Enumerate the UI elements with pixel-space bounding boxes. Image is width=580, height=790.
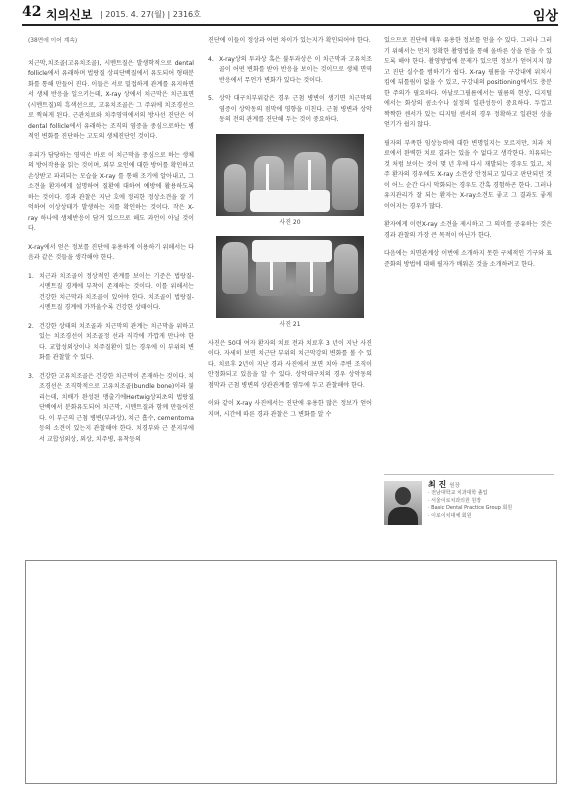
paragraph: 진단에 이들이 정상과 어떤 차이가 있는지가 확인되어야 한다. [208, 37, 371, 44]
author-title: 원장 [449, 483, 460, 489]
credential-line: · 전남대학교 치과대학 졸업 [428, 490, 488, 496]
blank-ad-box [25, 560, 557, 784]
paragraph: 다음에는 치면관계상 이번에 소개하지 못한 구체적인 기구와 표준화의 방법에 대해 필자가 배워온 것을 소개하려고 한다. [384, 250, 552, 268]
column-1 [28, 36, 194, 445]
credential-line: · 서울이로치과의원 원장 [428, 497, 482, 504]
figure-20 [216, 134, 364, 229]
column-2 [208, 36, 372, 420]
list-number: 1. [28, 272, 34, 280]
page-number: 42 [22, 4, 42, 20]
author-photo [384, 481, 422, 525]
list-item [28, 372, 194, 446]
author-name-text: 최 진 [428, 480, 447, 489]
issue-meta: | 2015. 4. 27(월) | 2316호 [100, 10, 201, 19]
credential-line: · 이로이치대체 회원 [428, 512, 472, 519]
list-item [208, 94, 372, 126]
list-text: X-ray상의 투과상 혹은 불투과상은 이 치근막과 고유치조골이 어떤 변화를 받아 반응을 보이는 것이므로 생체 면역반응에서 무언가 변화가 있다는 것이다. [219, 55, 372, 84]
author-name [428, 479, 460, 490]
masthead: 치의신보 [46, 8, 93, 22]
list-number: 3. [28, 372, 34, 380]
author-profile [384, 474, 554, 527]
xray-image-20 [216, 134, 364, 216]
list-text: 상악 대구치부위같은 경우 근첨 병변이 생기면 치근막의 염증이 상악동의 점막에 영향을 미친다. 근첨 병변과 상악동의 전의 관계를 진단해 두는 것이 중요하다. [219, 95, 372, 123]
column-3 [384, 36, 552, 270]
list-item [208, 55, 372, 87]
list-item [28, 272, 194, 314]
figure-caption: 사진 21 [279, 321, 301, 328]
list-number: 2. [28, 322, 34, 330]
paragraph: 치근막,치조골(고유치조골), 시멘트질은 발생학적으로 dental follicle에서 유래하며 법랑질 상피단백질에서 유도되어 형태분화를 통해 만들어 진다. 이들은 서로 밀접하게 관계를 유지하면서 생체 반응을 일으키는데, X-ray 상에서 치근막은 치근표면(시멘트질)의 흑색선으로, 고유치조골은 그 주위에 치조경선으로 찍혀게 된다. 근관치료와 치주영역에서의 방사선 진단은 이 dental follicle에서 유래하는 조직의 염증을 중심으로하는 병적인 변화를 진단하는 고도의 생체진단인 것이다. [28, 59, 194, 140]
continued-note: (38면에 이어 계속) [28, 38, 78, 44]
credential-line: · Basic Dental Practice Group 회원 [428, 505, 513, 512]
list-number: 4. [208, 55, 214, 63]
section-title: 임상 [532, 9, 558, 24]
paragraph: 이와 같이 X-ray 사진에서는 진단에 유용한 많은 정보가 얻어지며, 시간에 따른 경과 관찰은 그 변화를 알 수 [208, 400, 372, 418]
list-number: 5. [208, 95, 214, 102]
page-header [22, 4, 558, 26]
list-text: 치근과 치조골이 정상적인 관계를 보이는 기준은 법랑질-시멘트질 경계에 부착이 존재하는 것이다. 이를 위해서는 건강한 치근막과 치조골이 있어야 한다. 치조골이 법랑질-시멘트질 경계에 가까울수록 건강한 상태이다. [39, 272, 194, 311]
figure-21 [216, 236, 364, 331]
paragraph: 우리가 담당하는 영역은 바로 이 치근막을 중심으로 하는 생체의 방어작용을 읽는 것이며, 외부 요인에 대한 방어를 확인하고 손상받고 파괴되는 모습을 X-ray 를 통해 조기에 알아내고, 그 소견을 환자에게 설명하여 질환에 대하여 예방에 활용하도록 하는 것이다. 경과 관찰은 지난 호에 정리한 정상소견을 잘 기억하여 이상상태가 발생하는 지를 확인하는 것이다. 작은 X-ray 하나에 생체반응이 담겨 있으므로 해도 과언이 아닐 것이다. [28, 151, 194, 232]
author-credentials [428, 490, 554, 520]
paragraph: X-ray에서 얻은 정보를 진단에 유용하게 이용하기 위해서는 다음과 같은 것들을 생각해야 한다. [28, 243, 194, 261]
paragraph: 사진은 50대 여자 환자의 치료 전과 치료후 3 년이 지난 사진이다. 자세히 보면 치근단 부위의 치근막강의 변화를 볼 수 있다. 치료후 2년이 지난 경과 사진에서 보면 치아 주변 조직이 안정화되고 있음을 알 수 있다. 상악대구치의 경우 상악동의 점막과 근첨 병변의 상관관계를 염두에 두고 관찰해야 한다. [208, 339, 372, 389]
list-text: 건강한 고유치조골은 건강한 치근막이 존재하는 것이다. 치조경선은 조직학적으로 고유치조골(bundle bone)이라 불리는데, 치배가 완성된 맹출기에Hertwig상피초의 법랑질 단백에서 분화유도되어 치근막, 시멘트질과 함께 만들어진다. 이 부근의 근첨 병변(부과상), 치근 흡수, cementoma등의 소견이 있는지 관찰해야 한다. 치경부와 근 분지부에서 교합성외상, 외상, 치주병, 유착등의 [39, 372, 194, 443]
figure-caption: 사진 20 [279, 218, 301, 226]
xray-image-21 [216, 236, 364, 318]
paragraph: 있으므로 진단에 매우 유용한 정보를 얻을 수 있다. 그러나 그러기 위해서는 먼저 정확한 촬영법을 통해 올바른 상을 얻을 수 있도록 해야 한다. 촬영방법에 문제가 있으면 정보가 얻어지지 않고 진단 실수를 범하기가 쉽다. X-ray 필름을 구강내에 위치시킴에 뒤틀림이 없을 수 있고, 구강내의 positioning에서도 충분한 주의가 필요하다. 아날로그필름에서는 필름의 현상, 디지털에서는 화상의 콤소수나 설정의 일관성등이 중요하다. 두껍고 짝짝한 센서가 있는 디지털 센서의 경우 정확하고 일관된 상을 얻기가 쉽지 않다. [384, 37, 552, 128]
list-text: 건강한 상태의 치조골과 치근막의 관계는 치근막을 위하고 있는 치조경선이 치조골정 선과 직각에 가깝게 만나야 한다. 교합성외상이나 치주질환이 있는 경우에 이 부위의 변화를 관찰할 수 있다. [39, 322, 194, 361]
paragraph: 필자의 부족한 임상능력에 대한 변명일지는 모르지만, 치과 치료에서 완벽한 치료 결과는 있을 수 없다고 생각한다. 치유되는 것 처럼 보이는 것이 몇 년 후에 다시 재발되는 경우도 있고, 치주 환자의 경우에도 X-ray 소견상 안정되고 있다고 판단되던 것이 어느 순간 다시 악화되는 경우도 간혹 경험하곤 한다. 그러나 유지관리가 잘 되는 환자는 X-ray소견도 좋고 그 결과도 좋게 이어지는 경우가 많다. [384, 139, 552, 210]
list-item [28, 322, 194, 364]
paragraph: 환자에게 이런X-ray 소견을 제시하고 그 의미를 공유하는 것은 경과 관찰의 가장 큰 목적이 아닌가 한다. [384, 221, 552, 239]
